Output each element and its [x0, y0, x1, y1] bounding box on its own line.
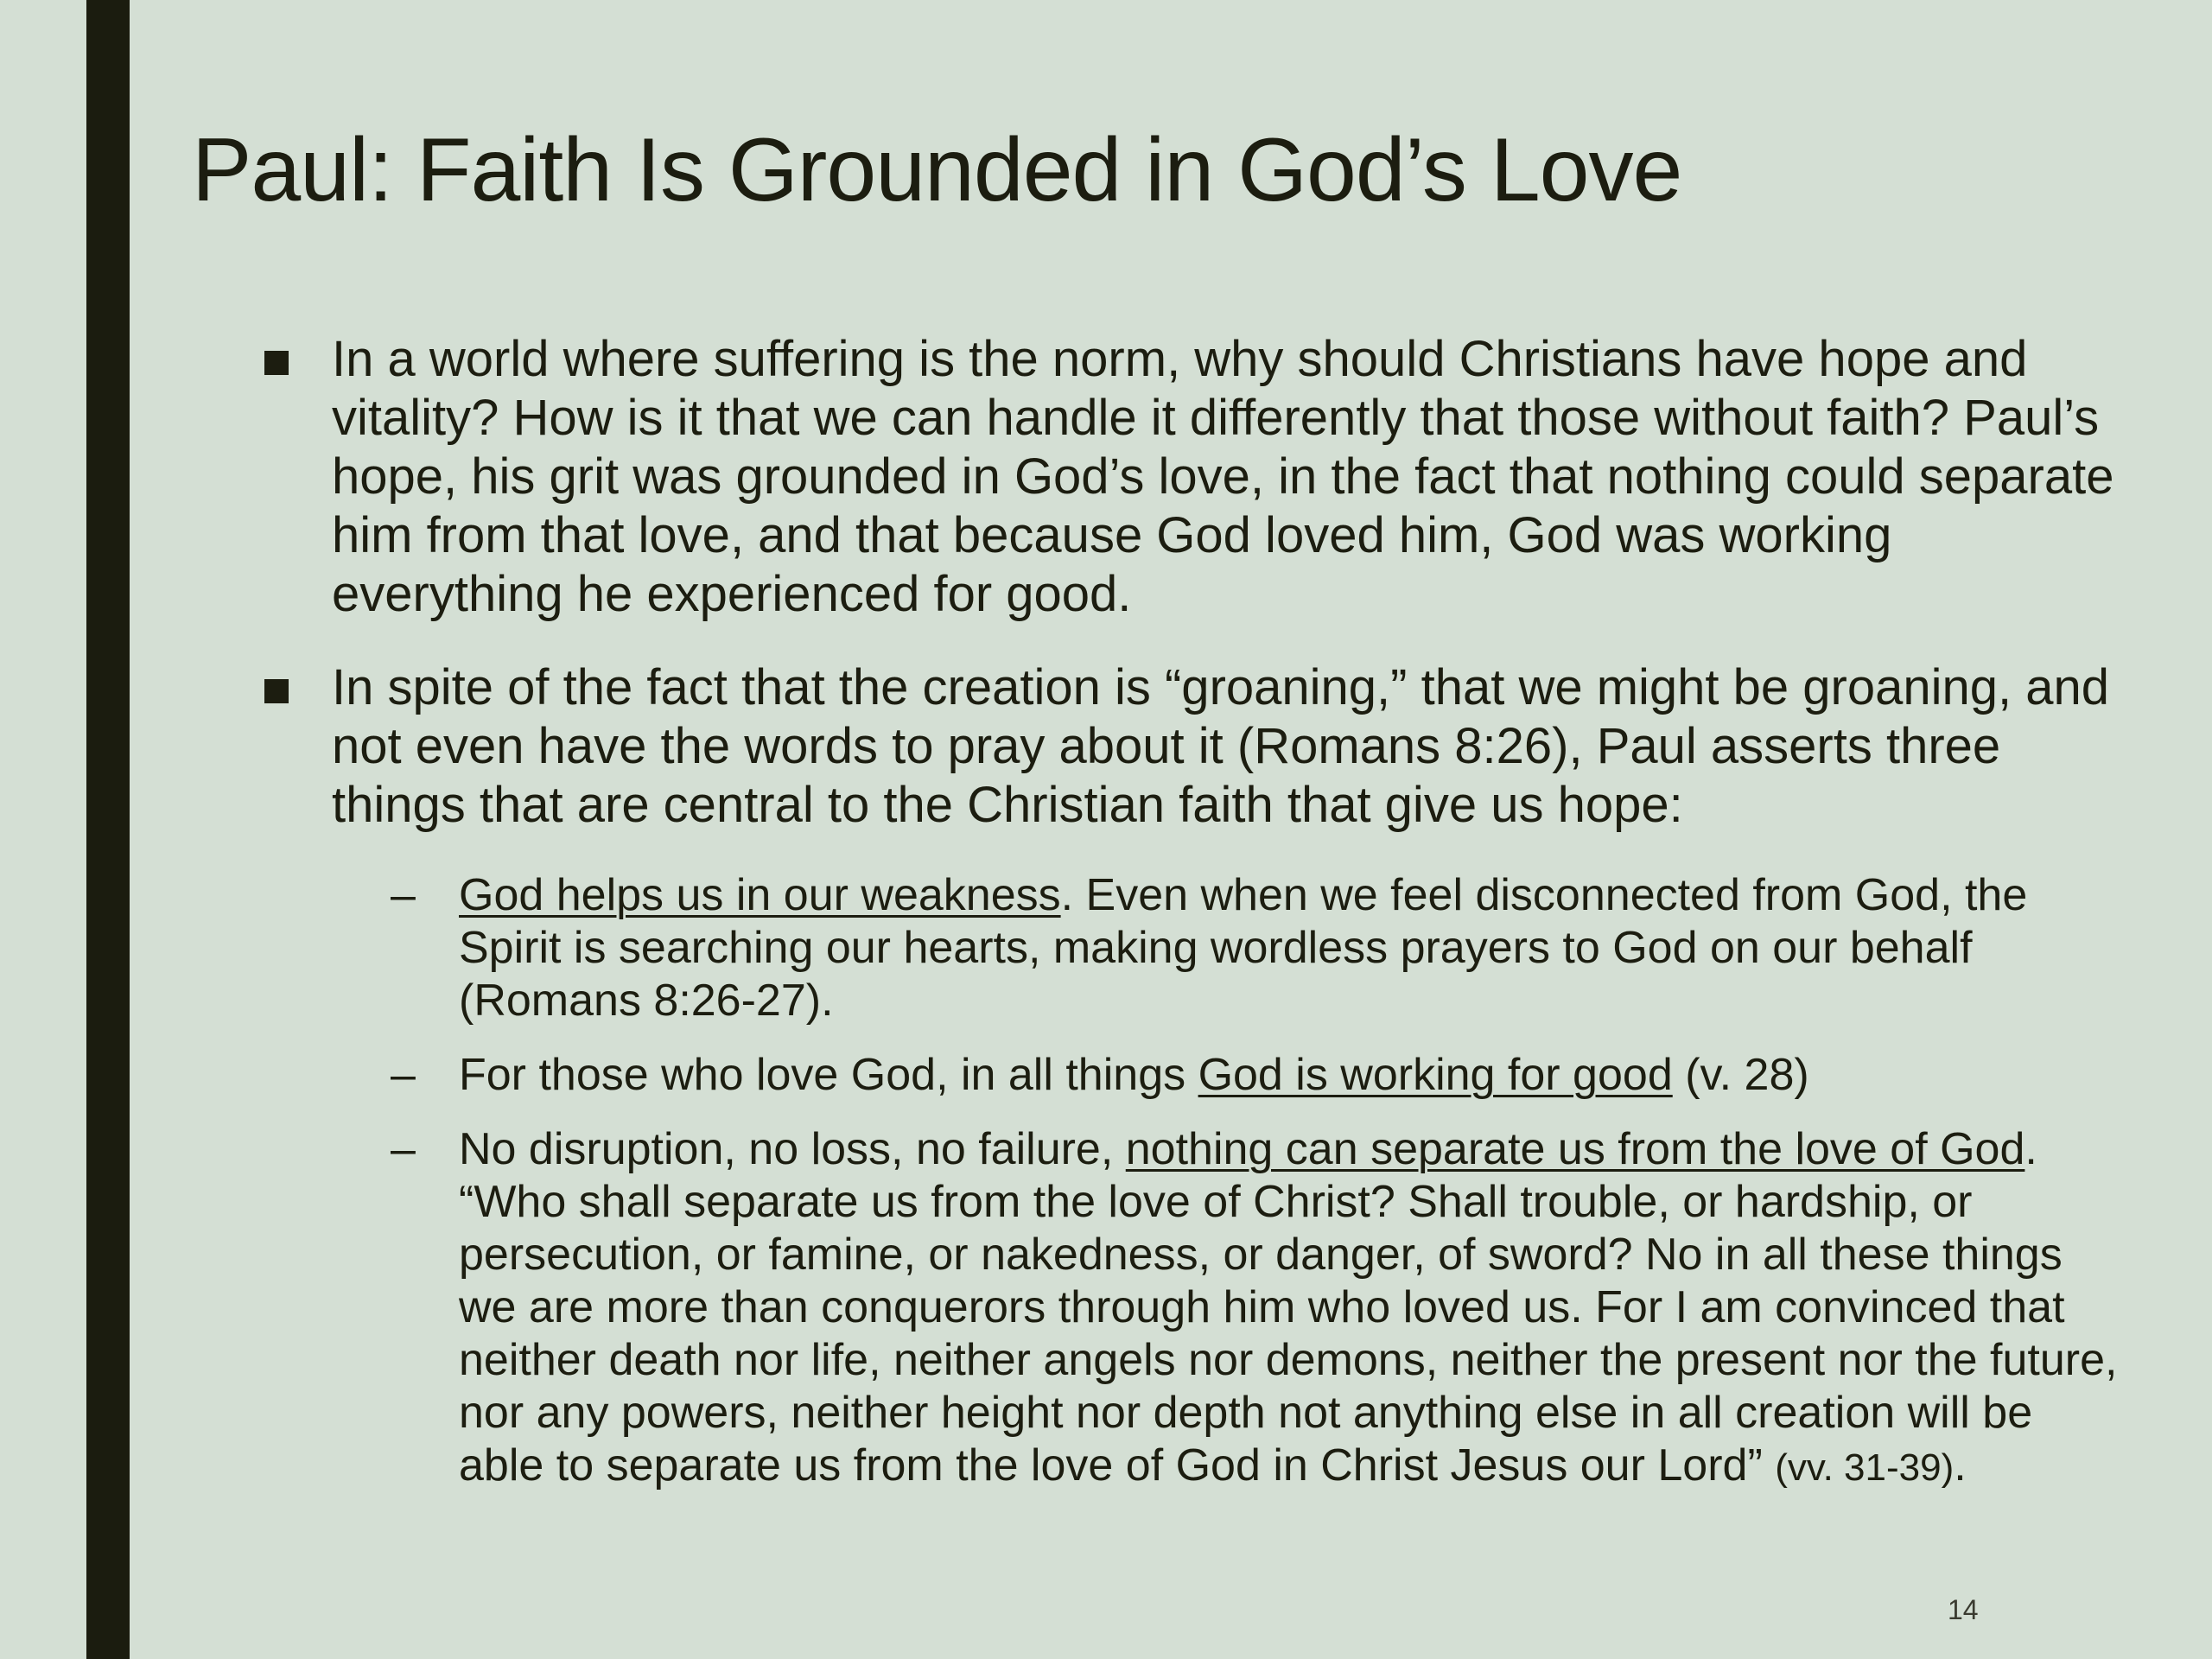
- bullet-item: [261, 658, 2127, 835]
- dash-marker: –: [391, 1124, 416, 1174]
- slide-title: Paul: Faith Is Grounded in God’s Love: [192, 120, 1682, 220]
- slide-content: [261, 330, 2127, 1516]
- sub-bullet-text: .: [1954, 1440, 1967, 1491]
- sub-bullet-text: . “Who shall separate us from the love of Christ? Shall trouble, or hardship, or persecution, or famine, or nakedness, or danger, of sword? No in all these things we are more than conquerors through him who loved us. For I am convinced that neither death nor life, neither angels nor demons, neither the present nor the future, nor any powers, neither height nor depth not anything else in all creation will be able to separate us from the love of God in Christ Jesus our Lord”: [459, 1124, 2118, 1491]
- dash-marker: –: [391, 870, 416, 920]
- sub-bullet-emphasis: God helps us in our weakness: [459, 870, 1061, 920]
- bullet-text: In spite of the fact that the creation is “groaning,” that we might be groaning, and not even have the words to pray about it (Romans 8:26), Paul asserts three things that are central to the Christian faith that give us hope:: [332, 659, 2110, 833]
- square-bullet-icon: [264, 679, 289, 703]
- bullet-item: [261, 330, 2127, 624]
- sub-bullet-item: [261, 869, 2127, 1027]
- sub-bullet-item: [261, 1049, 2127, 1102]
- sub-bullet-text: No disruption, no loss, no failure,: [459, 1124, 1126, 1174]
- accent-bar: [86, 0, 130, 1659]
- bullet-text: In a world where suffering is the norm, why should Christians have hope and vitality? How is it that we can handle it differently that those without faith? Paul’s hope, his grit was grounded in God’s love, in the fact that nothing could separate him from that love, and that because God loved him, God was working everything he experienced for good.: [332, 331, 2114, 622]
- sub-bullet-text: (v. 28): [1672, 1050, 1809, 1100]
- sub-bullet-item: [261, 1123, 2127, 1494]
- page-number: 14: [1948, 1594, 1979, 1625]
- sub-bullet-text: For those who love God, in all things: [459, 1050, 1198, 1100]
- sub-bullet-emphasis: God is working for good: [1198, 1050, 1673, 1100]
- sub-bullet-text: . Even when we feel disconnected from God, the Spirit is searching our hearts, making wordless prayers to God on our behalf (Romans 8:26-27).: [459, 870, 2028, 1026]
- square-bullet-icon: [264, 351, 289, 375]
- dash-marker: –: [391, 1050, 416, 1100]
- sub-bullet-list: [261, 869, 2127, 1494]
- scripture-citation: (vv. 31-39): [1775, 1446, 1955, 1489]
- sub-bullet-emphasis: nothing can separate us from the love of God: [1125, 1124, 2025, 1174]
